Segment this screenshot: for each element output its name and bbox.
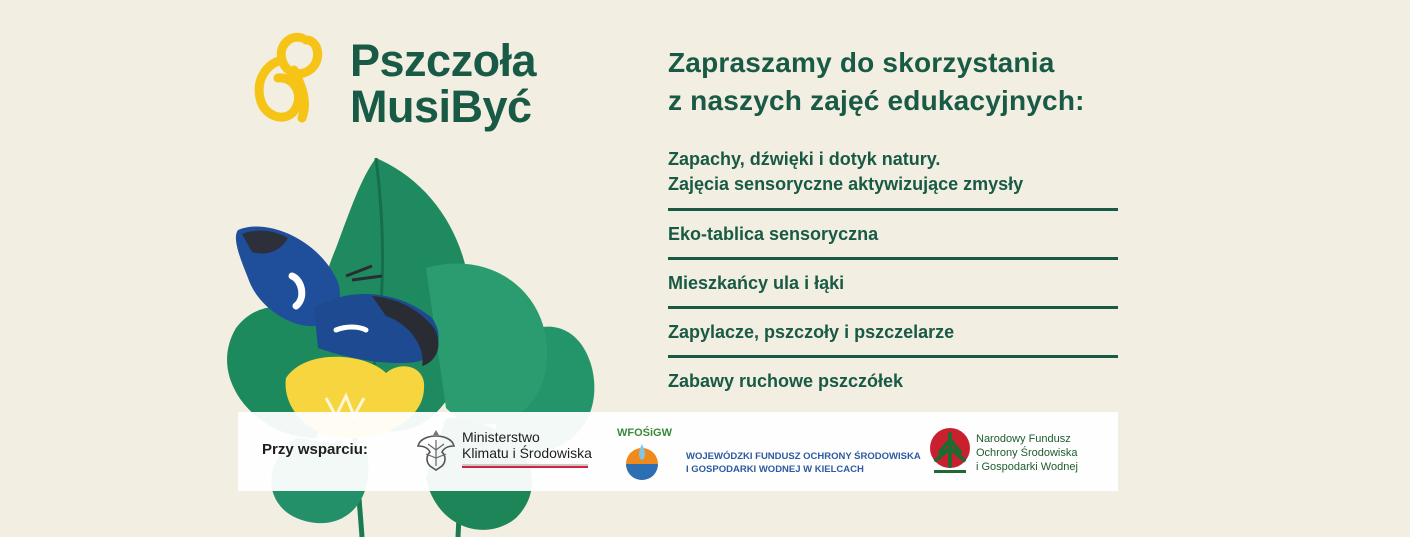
heading-line-2: z naszych zajęć edukacyjnych: (668, 85, 1085, 116)
eagle-emblem-icon (416, 426, 456, 472)
wfos-logo-icon (616, 422, 682, 482)
nfos-line-1: Narodowy Fundusz (976, 433, 1071, 445)
support-label: Przy wsparciu: (262, 441, 368, 458)
wfos-line-2: I GOSPODARKI WODNEJ W KIELCACH (686, 464, 864, 475)
wfos-name (686, 450, 921, 476)
ministry-line-1: Ministerstwo (462, 429, 540, 445)
list-item: Eko-tablica sensoryczna (668, 224, 879, 244)
brand-line-1: Pszczoła (350, 35, 537, 86)
wfos-line-1: WOJEWÓDZKI FUNDUSZ OCHRONY ŚRODOWISKA (686, 451, 921, 462)
nfos-name (976, 432, 1078, 474)
ministry-name (462, 429, 592, 461)
nfos-line-2: Ochrony Środowiska (976, 447, 1078, 459)
class-list (668, 147, 1118, 394)
sponsors-band (238, 412, 1118, 491)
list-item: Zabawy ruchowe pszczółek (668, 371, 904, 391)
nfos-line-3: i Gospodarki Wodnej (976, 461, 1078, 473)
list-item (668, 147, 1118, 208)
bee-logo-icon (248, 26, 330, 130)
brand-line-2: MusiByć (350, 81, 532, 132)
class-title-line-2: Zajęcia sensoryczne aktywizujące zmysły (668, 174, 1024, 194)
brand-logo-text (350, 35, 537, 132)
heading-line-1: Zapraszamy do skorzystania (668, 47, 1055, 78)
class-title-line-1: Zapachy, dźwięki i dotyk natury. (668, 149, 941, 169)
ministry-line-2: Klimatu i Środowiska (462, 445, 592, 461)
list-item: Mieszkańcy ula i łąki (668, 273, 845, 293)
section-heading (668, 44, 1085, 120)
nfos-logo-icon (928, 426, 972, 478)
wfos-mark: WFOŚiGW (617, 427, 672, 439)
list-item: Zapylacze, pszczoły i pszczelarze (668, 322, 955, 342)
ministry-flag-bar (462, 464, 588, 468)
